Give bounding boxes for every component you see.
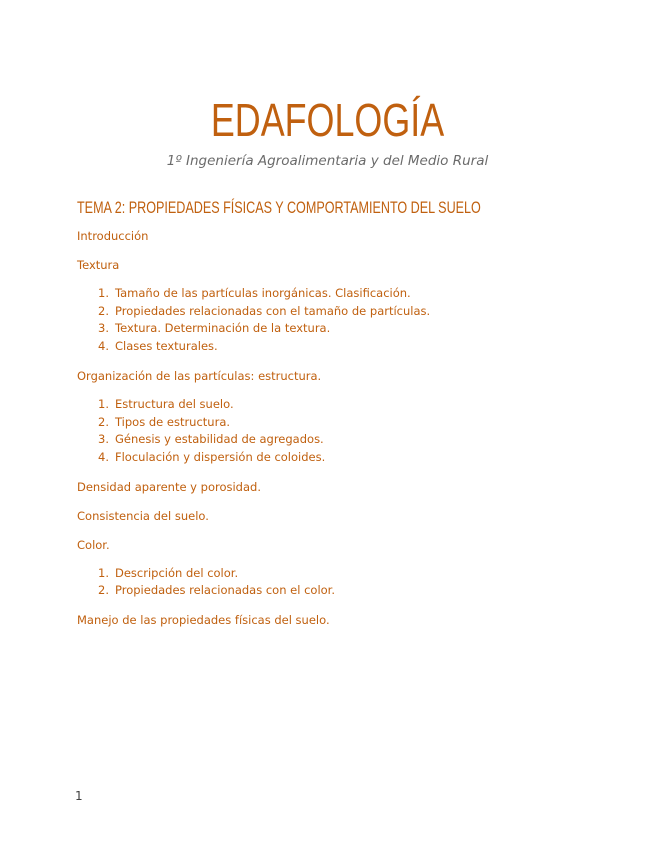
- list-item: [98, 431, 597, 449]
- textura-list: [77, 285, 597, 356]
- list-item-text: Tipos de estructura.: [115, 414, 231, 429]
- list-number: 4.: [98, 339, 109, 354]
- list-item: [98, 396, 597, 414]
- page-number: 1: [75, 789, 83, 803]
- list-number: 4.: [98, 449, 109, 464]
- list-item-text: Propiedades relacionadas con el tamaño de partículas.: [115, 303, 431, 318]
- list-number: 3.: [98, 432, 109, 447]
- list-number: 1.: [98, 565, 109, 580]
- list-item: [98, 449, 597, 467]
- section-densidad: Densidad aparente y porosidad.: [77, 479, 261, 494]
- topic-outline: [77, 227, 597, 640]
- document-title: EDAFOLOGÍA: [210, 94, 445, 146]
- list-item-text: Estructura del suelo.: [115, 396, 234, 411]
- list-number: 1.: [98, 286, 109, 300]
- list-item: [98, 565, 597, 583]
- list-item: [98, 320, 597, 338]
- section-introduccion: Introducción: [77, 229, 149, 243]
- color-list: [77, 565, 597, 600]
- list-item-text: Génesis y estabilidad de agregados.: [115, 432, 324, 447]
- list-item: [98, 414, 597, 432]
- list-item-text: Floculación y dispersión de coloides.: [115, 449, 326, 464]
- section-manejo: Manejo de las propiedades físicas del suelo.: [77, 613, 330, 628]
- topic-heading: TEMA 2: PROPIEDADES FÍSICAS Y COMPORTAMIENTO DEL SUELO: [77, 198, 481, 217]
- estructura-list: [77, 396, 597, 467]
- list-item-text: Descripción del color.: [115, 565, 239, 580]
- list-number: 3.: [98, 321, 109, 336]
- list-item: [98, 285, 597, 303]
- list-item: [98, 582, 597, 600]
- list-item-text: Propiedades relacionadas con el color.: [115, 583, 336, 598]
- list-item-text: Tamaño de las partículas inorgánicas. Clasificación.: [115, 286, 411, 300]
- list-number: 2.: [98, 303, 109, 318]
- list-number: 1.: [98, 396, 109, 411]
- section-textura: Textura: [77, 258, 120, 272]
- list-item: [98, 338, 597, 356]
- section-consistencia: Consistencia del suelo.: [77, 508, 209, 523]
- list-number: 2.: [98, 583, 109, 598]
- document-subtitle: 1º Ingeniería Agroalimentaria y del Medio Rural: [166, 153, 489, 169]
- list-number: 2.: [98, 414, 109, 429]
- section-estructura: Organización de las partículas: estructura.: [77, 368, 322, 383]
- section-color: Color.: [77, 537, 110, 552]
- list-item: [98, 303, 597, 321]
- list-item-text: Textura. Determinación de la textura.: [115, 321, 331, 336]
- list-item-text: Clases texturales.: [115, 339, 218, 354]
